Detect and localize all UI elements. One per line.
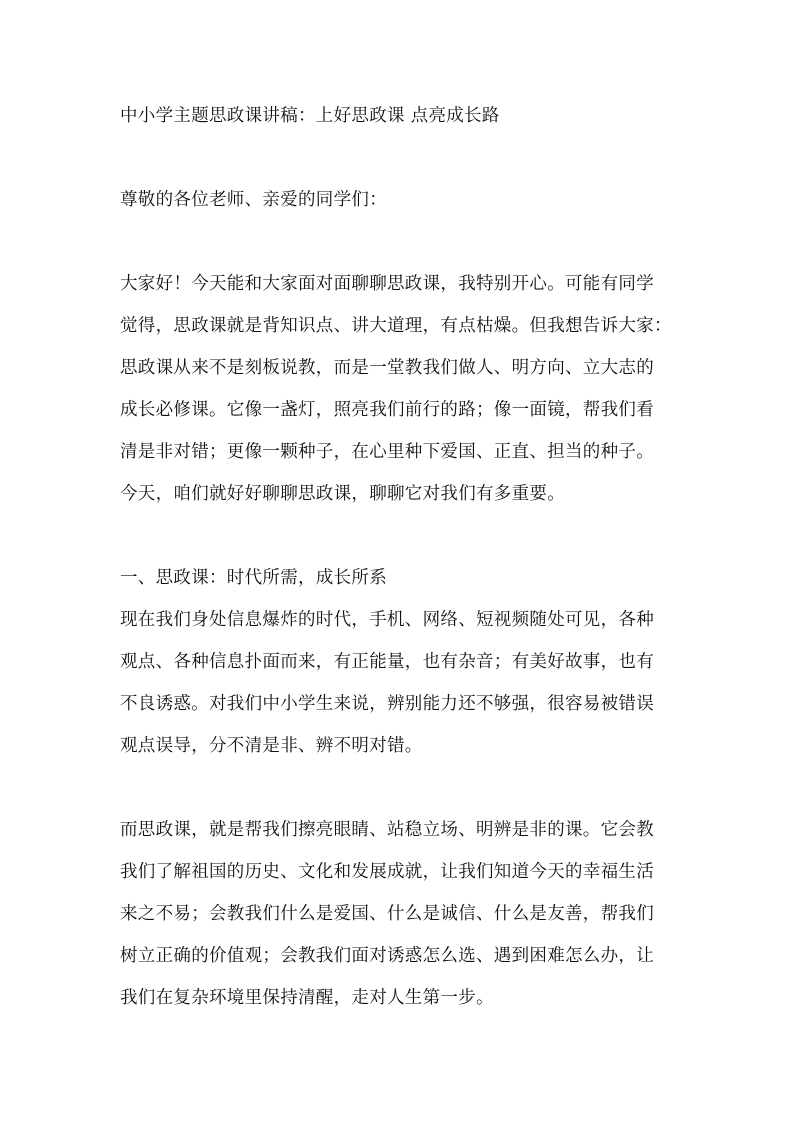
paragraph-line: 而思政课，就是帮我们擦亮眼睛、站稳立场、明辨是非的课。它会教	[120, 820, 654, 840]
greeting-line: 尊敬的各位老师、亲爱的同学们：	[120, 190, 387, 210]
paragraph-line: 成长必修课。它像一盏灯，照亮我们前行的路；像一面镜，帮我们看	[120, 400, 654, 420]
paragraph-line: 我们在复杂环境里保持清醒，走对人生第一步。	[120, 988, 494, 1008]
document-title: 中小学主题思政课讲稿：上好思政课 点亮成长路	[120, 106, 500, 126]
paragraph-line: 观点误导，分不清是非、辨不明对错。	[120, 736, 423, 756]
paragraph-line: 观点、各种信息扑面而来，有正能量，也有杂音；有美好故事，也有	[120, 652, 654, 672]
paragraph-line: 我们了解祖国的历史、文化和发展成就，让我们知道今天的幸福生活	[120, 862, 654, 882]
paragraph-line: 大家好！今天能和大家面对面聊聊思政课，我特别开心。可能有同学	[120, 274, 654, 294]
paragraph-line: 现在我们身处信息爆炸的时代，手机、网络、短视频随处可见，各种	[120, 610, 654, 630]
section-heading: 一、思政课：时代所需，成长所系	[120, 568, 387, 588]
paragraph-line: 来之不易；会教我们什么是爱国、什么是诚信、什么是友善，帮我们	[120, 904, 654, 924]
paragraph-line: 清是非对错；更像一颗种子，在心里种下爱国、正直、担当的种子。	[120, 442, 654, 462]
paragraph-line: 今天，咱们就好好聊聊思政课，聊聊它对我们有多重要。	[120, 484, 565, 504]
paragraph-line: 思政课从来不是刻板说教，而是一堂教我们做人、明方向、立大志的	[120, 358, 654, 378]
paragraph-line: 不良诱惑。对我们中小学生来说，辨别能力还不够强，很容易被错误	[120, 694, 654, 714]
paragraph-line: 觉得，思政课就是背知识点、讲大道理，有点枯燥。但我想告诉大家：	[120, 316, 672, 336]
paragraph-line: 树立正确的价值观；会教我们面对诱惑怎么选、遇到困难怎么办，让	[120, 946, 654, 966]
